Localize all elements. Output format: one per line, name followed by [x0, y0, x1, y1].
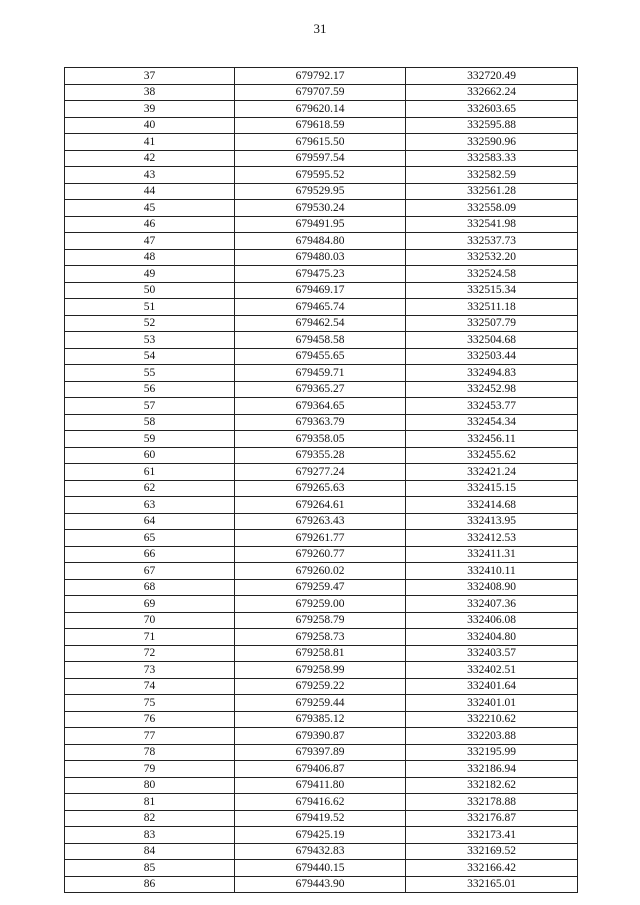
y-coordinate-cell: 332515.34	[406, 282, 578, 299]
point-number-cell: 86	[65, 876, 235, 893]
x-coordinate-cell: 679459.71	[235, 365, 406, 382]
point-number-cell: 62	[65, 480, 235, 497]
y-coordinate-cell: 332411.31	[406, 546, 578, 563]
x-coordinate-cell: 679259.47	[235, 579, 406, 596]
x-coordinate-cell: 679469.17	[235, 282, 406, 299]
y-coordinate-cell: 332603.65	[406, 101, 578, 118]
table-row	[65, 282, 578, 299]
table-row	[65, 497, 578, 514]
table-row	[65, 876, 578, 893]
x-coordinate-cell: 679462.54	[235, 315, 406, 332]
y-coordinate-cell: 332186.94	[406, 761, 578, 778]
table-row	[65, 612, 578, 629]
table-row	[65, 480, 578, 497]
x-coordinate-cell: 679258.73	[235, 629, 406, 646]
point-number-cell: 38	[65, 84, 235, 101]
point-number-cell: 53	[65, 332, 235, 349]
y-coordinate-cell: 332662.24	[406, 84, 578, 101]
y-coordinate-cell: 332452.98	[406, 381, 578, 398]
table-row	[65, 200, 578, 217]
y-coordinate-cell: 332415.15	[406, 480, 578, 497]
point-number-cell: 68	[65, 579, 235, 596]
table-row	[65, 761, 578, 778]
x-coordinate-cell: 679260.77	[235, 546, 406, 563]
table-row	[65, 134, 578, 151]
y-coordinate-cell: 332558.09	[406, 200, 578, 217]
table-row	[65, 629, 578, 646]
point-number-cell: 85	[65, 860, 235, 877]
y-coordinate-cell: 332532.20	[406, 249, 578, 266]
point-number-cell: 66	[65, 546, 235, 563]
table-row	[65, 579, 578, 596]
x-coordinate-cell: 679484.80	[235, 233, 406, 250]
point-number-cell: 57	[65, 398, 235, 415]
table-row	[65, 645, 578, 662]
x-coordinate-cell: 679440.15	[235, 860, 406, 877]
table-row	[65, 117, 578, 134]
point-number-cell: 42	[65, 150, 235, 167]
y-coordinate-cell: 332511.18	[406, 299, 578, 316]
y-coordinate-cell: 332590.96	[406, 134, 578, 151]
y-coordinate-cell: 332720.49	[406, 68, 578, 85]
point-number-cell: 82	[65, 810, 235, 827]
y-coordinate-cell: 332583.33	[406, 150, 578, 167]
x-coordinate-cell: 679365.27	[235, 381, 406, 398]
point-number-cell: 78	[65, 744, 235, 761]
table-row	[65, 183, 578, 200]
table-row	[65, 513, 578, 530]
table-row	[65, 101, 578, 118]
x-coordinate-cell: 679261.77	[235, 530, 406, 547]
x-coordinate-cell: 679529.95	[235, 183, 406, 200]
x-coordinate-cell: 679443.90	[235, 876, 406, 893]
y-coordinate-cell: 332173.41	[406, 827, 578, 844]
point-number-cell: 52	[65, 315, 235, 332]
x-coordinate-cell: 679406.87	[235, 761, 406, 778]
y-coordinate-cell: 332182.62	[406, 777, 578, 794]
point-number-cell: 50	[65, 282, 235, 299]
x-coordinate-cell: 679618.59	[235, 117, 406, 134]
point-number-cell: 60	[65, 447, 235, 464]
x-coordinate-cell: 679265.63	[235, 480, 406, 497]
table-row	[65, 431, 578, 448]
point-number-cell: 41	[65, 134, 235, 151]
y-coordinate-cell: 332504.68	[406, 332, 578, 349]
coordinates-table	[64, 67, 578, 893]
x-coordinate-cell: 679419.52	[235, 810, 406, 827]
x-coordinate-cell: 679259.00	[235, 596, 406, 613]
page-number: 31	[313, 21, 327, 36]
point-number-cell: 76	[65, 711, 235, 728]
x-coordinate-cell: 679595.52	[235, 167, 406, 184]
table-row	[65, 464, 578, 481]
x-coordinate-cell: 679258.81	[235, 645, 406, 662]
x-coordinate-cell: 679358.05	[235, 431, 406, 448]
x-coordinate-cell: 679465.74	[235, 299, 406, 316]
table-row	[65, 84, 578, 101]
y-coordinate-cell: 332169.52	[406, 843, 578, 860]
table-row	[65, 563, 578, 580]
y-coordinate-cell: 332524.58	[406, 266, 578, 283]
y-coordinate-cell: 332410.11	[406, 563, 578, 580]
x-coordinate-cell: 679597.54	[235, 150, 406, 167]
y-coordinate-cell: 332195.99	[406, 744, 578, 761]
y-coordinate-cell: 332537.73	[406, 233, 578, 250]
point-number-cell: 40	[65, 117, 235, 134]
x-coordinate-cell: 679707.59	[235, 84, 406, 101]
y-coordinate-cell: 332494.83	[406, 365, 578, 382]
table-row	[65, 216, 578, 233]
y-coordinate-cell: 332454.34	[406, 414, 578, 431]
point-number-cell: 74	[65, 678, 235, 695]
x-coordinate-cell: 679363.79	[235, 414, 406, 431]
x-coordinate-cell: 679416.62	[235, 794, 406, 811]
point-number-cell: 45	[65, 200, 235, 217]
table-row	[65, 332, 578, 349]
x-coordinate-cell: 679259.22	[235, 678, 406, 695]
y-coordinate-cell: 332166.42	[406, 860, 578, 877]
x-coordinate-cell: 679277.24	[235, 464, 406, 481]
point-number-cell: 44	[65, 183, 235, 200]
table-row	[65, 150, 578, 167]
x-coordinate-cell: 679397.89	[235, 744, 406, 761]
table-row	[65, 843, 578, 860]
y-coordinate-cell: 332210.62	[406, 711, 578, 728]
table-row	[65, 711, 578, 728]
point-number-cell: 64	[65, 513, 235, 530]
x-coordinate-cell: 679385.12	[235, 711, 406, 728]
x-coordinate-cell: 679263.43	[235, 513, 406, 530]
y-coordinate-cell: 332453.77	[406, 398, 578, 415]
y-coordinate-cell: 332401.01	[406, 695, 578, 712]
point-number-cell: 59	[65, 431, 235, 448]
x-coordinate-cell: 679264.61	[235, 497, 406, 514]
x-coordinate-cell: 679258.79	[235, 612, 406, 629]
x-coordinate-cell: 679260.02	[235, 563, 406, 580]
table-row	[65, 596, 578, 613]
point-number-cell: 77	[65, 728, 235, 745]
x-coordinate-cell: 679480.03	[235, 249, 406, 266]
y-coordinate-cell: 332165.01	[406, 876, 578, 893]
y-coordinate-cell: 332413.95	[406, 513, 578, 530]
y-coordinate-cell: 332408.90	[406, 579, 578, 596]
point-number-cell: 61	[65, 464, 235, 481]
table-row	[65, 860, 578, 877]
point-number-cell: 83	[65, 827, 235, 844]
point-number-cell: 67	[65, 563, 235, 580]
y-coordinate-cell: 332178.88	[406, 794, 578, 811]
y-coordinate-cell: 332412.53	[406, 530, 578, 547]
point-number-cell: 47	[65, 233, 235, 250]
x-coordinate-cell: 679530.24	[235, 200, 406, 217]
point-number-cell: 56	[65, 381, 235, 398]
table-row	[65, 530, 578, 547]
point-number-cell: 69	[65, 596, 235, 613]
table-row	[65, 414, 578, 431]
table-row	[65, 777, 578, 794]
point-number-cell: 71	[65, 629, 235, 646]
y-coordinate-cell: 332404.80	[406, 629, 578, 646]
y-coordinate-cell: 332402.51	[406, 662, 578, 679]
x-coordinate-cell: 679455.65	[235, 348, 406, 365]
table-row	[65, 398, 578, 415]
point-number-cell: 43	[65, 167, 235, 184]
x-coordinate-cell: 679411.80	[235, 777, 406, 794]
table-row	[65, 744, 578, 761]
x-coordinate-cell: 679259.44	[235, 695, 406, 712]
x-coordinate-cell: 679620.14	[235, 101, 406, 118]
y-coordinate-cell: 332582.59	[406, 167, 578, 184]
point-number-cell: 84	[65, 843, 235, 860]
x-coordinate-cell: 679458.58	[235, 332, 406, 349]
y-coordinate-cell: 332456.11	[406, 431, 578, 448]
point-number-cell: 65	[65, 530, 235, 547]
point-number-cell: 51	[65, 299, 235, 316]
point-number-cell: 81	[65, 794, 235, 811]
table-row	[65, 794, 578, 811]
point-number-cell: 79	[65, 761, 235, 778]
point-number-cell: 39	[65, 101, 235, 118]
x-coordinate-cell: 679364.65	[235, 398, 406, 415]
table-row	[65, 827, 578, 844]
table-row	[65, 662, 578, 679]
y-coordinate-cell: 332406.08	[406, 612, 578, 629]
table-row	[65, 546, 578, 563]
point-number-cell: 72	[65, 645, 235, 662]
y-coordinate-cell: 332503.44	[406, 348, 578, 365]
y-coordinate-cell: 332455.62	[406, 447, 578, 464]
table-row	[65, 266, 578, 283]
y-coordinate-cell: 332203.88	[406, 728, 578, 745]
table-row	[65, 810, 578, 827]
x-coordinate-cell: 679491.95	[235, 216, 406, 233]
point-number-cell: 73	[65, 662, 235, 679]
y-coordinate-cell: 332401.64	[406, 678, 578, 695]
table-row	[65, 678, 578, 695]
x-coordinate-cell: 679258.99	[235, 662, 406, 679]
x-coordinate-cell: 679792.17	[235, 68, 406, 85]
table-row	[65, 167, 578, 184]
point-number-cell: 55	[65, 365, 235, 382]
x-coordinate-cell: 679615.50	[235, 134, 406, 151]
y-coordinate-cell: 332176.87	[406, 810, 578, 827]
table-row	[65, 695, 578, 712]
x-coordinate-cell: 679432.83	[235, 843, 406, 860]
y-coordinate-cell: 332541.98	[406, 216, 578, 233]
x-coordinate-cell: 679425.19	[235, 827, 406, 844]
coordinates-table-body	[65, 68, 578, 893]
table-row	[65, 68, 578, 85]
x-coordinate-cell: 679355.28	[235, 447, 406, 464]
y-coordinate-cell: 332407.36	[406, 596, 578, 613]
y-coordinate-cell: 332421.24	[406, 464, 578, 481]
y-coordinate-cell: 332414.68	[406, 497, 578, 514]
y-coordinate-cell: 332561.28	[406, 183, 578, 200]
table-row	[65, 233, 578, 250]
point-number-cell: 49	[65, 266, 235, 283]
point-number-cell: 63	[65, 497, 235, 514]
x-coordinate-cell: 679475.23	[235, 266, 406, 283]
point-number-cell: 37	[65, 68, 235, 85]
table-row	[65, 365, 578, 382]
y-coordinate-cell: 332403.57	[406, 645, 578, 662]
point-number-cell: 48	[65, 249, 235, 266]
point-number-cell: 58	[65, 414, 235, 431]
table-row	[65, 249, 578, 266]
table-row	[65, 381, 578, 398]
table-row	[65, 728, 578, 745]
point-number-cell: 54	[65, 348, 235, 365]
point-number-cell: 80	[65, 777, 235, 794]
table-row	[65, 299, 578, 316]
x-coordinate-cell: 679390.87	[235, 728, 406, 745]
table-row	[65, 315, 578, 332]
point-number-cell: 46	[65, 216, 235, 233]
table-row	[65, 348, 578, 365]
point-number-cell: 70	[65, 612, 235, 629]
point-number-cell: 75	[65, 695, 235, 712]
y-coordinate-cell: 332507.79	[406, 315, 578, 332]
table-row	[65, 447, 578, 464]
y-coordinate-cell: 332595.88	[406, 117, 578, 134]
